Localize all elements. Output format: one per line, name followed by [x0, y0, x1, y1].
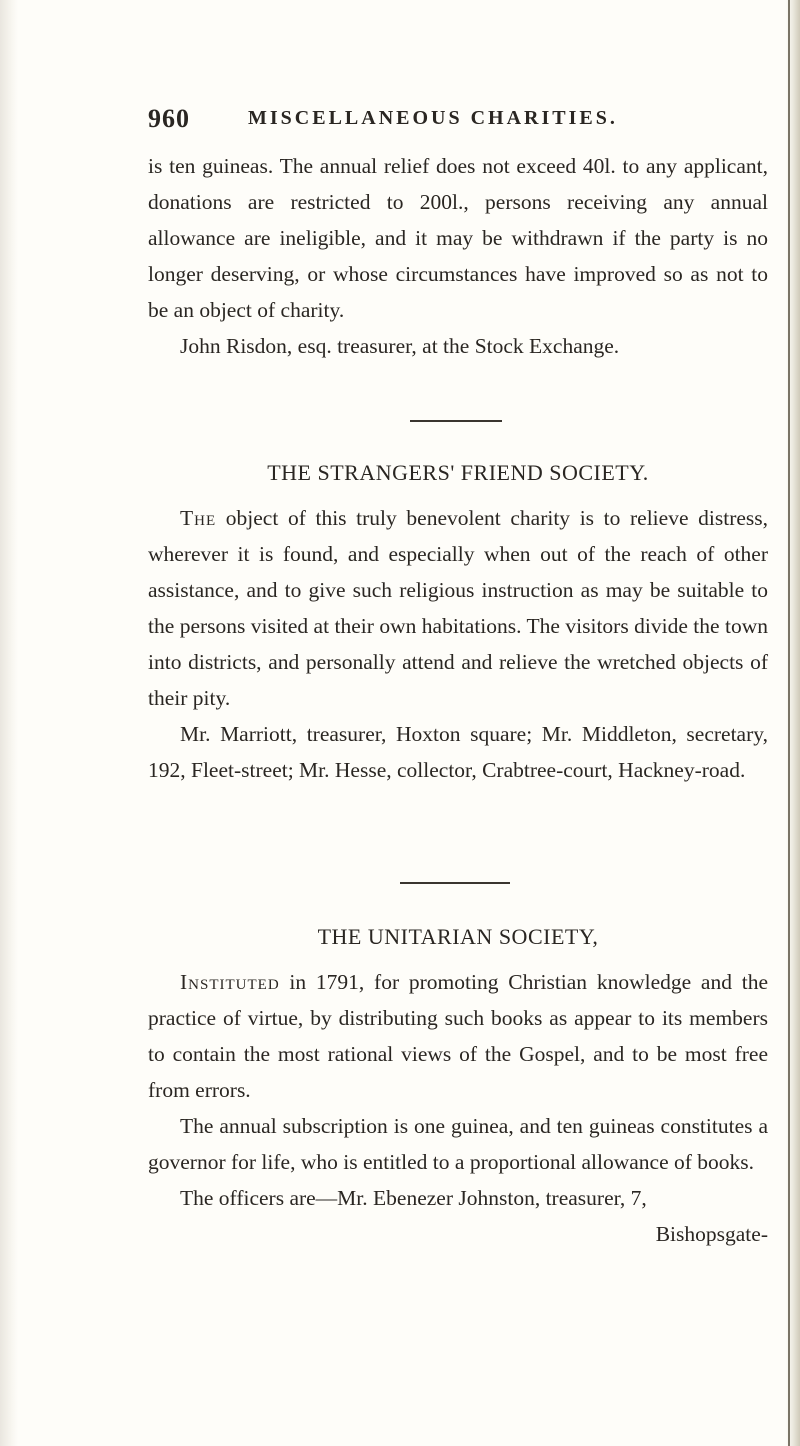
strangers-friend-heading: THE STRANGERS' FRIEND SOCIETY.: [267, 460, 649, 485]
strangers-friend-body: [148, 500, 768, 788]
section-divider: [410, 420, 502, 422]
unitarian-officers-end: Bishopsgate-: [655, 1222, 768, 1246]
lead-word: Instituted: [180, 970, 280, 994]
unitarian-paragraph: [148, 964, 768, 1108]
strangers-friend-officers: Mr. Marriott, treasurer, Hoxton square; Mr. Middleton, secretary, 192, Fleet-street; Mr. Hesse, collector, Crabtree-court, Hackney-road.: [148, 722, 768, 782]
section-continuation: [148, 148, 768, 364]
treasurer-line: John Risdon, esq. treasurer, at the Stock Exchange.: [180, 334, 620, 358]
unitarian-subscription: The annual subscription is one guinea, and ten guineas constitutes a governor for life, who is entitled to a proportional allowance of books.: [148, 1114, 768, 1174]
unitarian-body: [148, 964, 768, 1252]
unitarian-heading: THE UNITARIAN SOCIETY,: [317, 924, 599, 949]
unitarian-text: in 1791, for promoting Christian knowledge and the practice of virtue, by distributing such books as appear to its members to contain the most rational views of the Gospel, and to be most free from errors.: [148, 970, 768, 1102]
section-divider: [400, 882, 510, 884]
unitarian-officers: The officers are—Mr. Ebenezer Johnston, treasurer, 7,: [180, 1186, 647, 1210]
lead-word: The: [180, 506, 217, 530]
page-edge-line: [788, 0, 790, 1446]
page-number: 960: [148, 104, 190, 133]
running-head-title: MISCELLANEOUS CHARITIES.: [248, 107, 618, 129]
running-head: [148, 104, 748, 134]
strangers-friend-paragraph: [148, 500, 768, 716]
strangers-friend-text: object of this truly benevolent charity is to relieve distress, wherever it is found, and especially when out of the reach of other assistance, and to give such religious instruction as may be suitable to the persons visited at their own habitations. The visitors divide the town into districts, and personally attend and relieve the wretched objects of their pity.: [148, 506, 769, 710]
continuation-paragraph: is ten guineas. The annual relief does not exceed 40l. to any applicant, donations are restricted to 200l., persons receiving any annual allowance are ineligible, and it may be withdrawn if the party is no longer deserving, or whose circumstances have improved so as not to be an object of charity.: [148, 154, 768, 322]
page-gutter-shadow: [0, 0, 18, 1446]
